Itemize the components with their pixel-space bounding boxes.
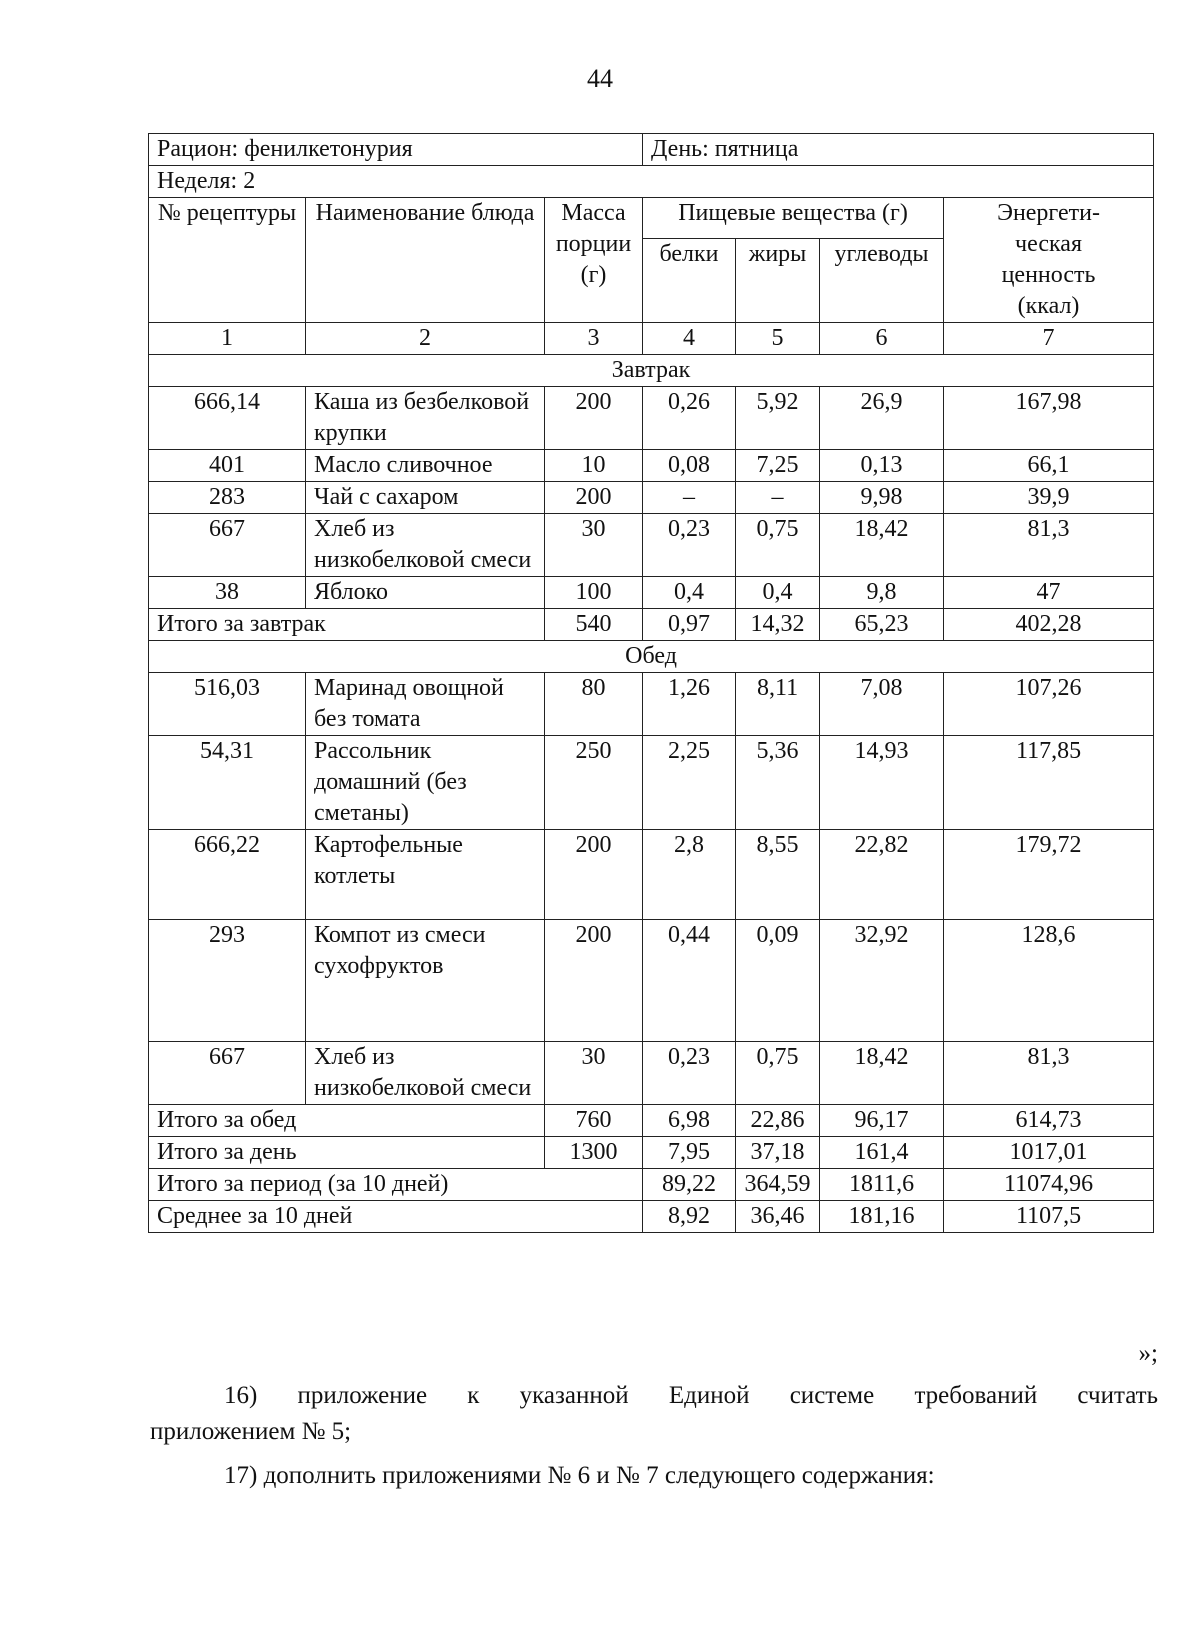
cell-fats: 364,59 [736,1169,820,1201]
day-label: День: пятница [643,134,1154,166]
cell-dish-name: Рассольник домашний (без сметаны) [306,736,545,830]
table-row [149,1042,1154,1105]
col-energy-line: Энергети- [997,200,1100,226]
cell-energy: 47 [944,577,1154,609]
cell-dish-name: Масло сливочное [306,450,545,482]
header-row-week [149,166,1154,198]
paragraph-17: 17) дополнить приложениями № 6 и № 7 следующего содержания: [224,1462,935,1489]
cell-mass: 250 [545,736,643,830]
cell-recipe-no: 38 [149,577,306,609]
cell-proteins: 7,95 [643,1137,736,1169]
cell-carbs: 161,4 [820,1137,944,1169]
section-row [149,355,1154,387]
cell-proteins: – [643,482,736,514]
cell-energy: 11074,96 [944,1169,1154,1201]
total-breakfast-label: Итого за завтрак [149,609,545,641]
col-energy-line: ческая [1015,231,1082,257]
cell-proteins: 0,08 [643,450,736,482]
col-carbs: углеводы [820,239,944,323]
col-number: 2 [306,323,545,355]
cell-dish-name: Каша из безбелковой крупки [306,387,545,450]
total-lunch-label: Итого за обед [149,1105,545,1137]
cell-fats: 5,36 [736,736,820,830]
cell-mass: 540 [545,609,643,641]
cell-mass: 1300 [545,1137,643,1169]
section-breakfast-title: Завтрак [149,355,1154,387]
col-mass: Масса порции (г) [545,198,643,323]
cell-proteins: 0,23 [643,514,736,577]
cell-mass: 200 [545,920,643,1042]
cell-recipe-no: 293 [149,920,306,1042]
cell-carbs: 18,42 [820,1042,944,1105]
cell-fats: 0,75 [736,1042,820,1105]
cell-fats: 7,25 [736,450,820,482]
total-row [149,1137,1154,1169]
cell-fats: – [736,482,820,514]
cell-mass: 200 [545,830,643,920]
cell-fats: 0,75 [736,514,820,577]
cell-mass: 100 [545,577,643,609]
col-number: 3 [545,323,643,355]
cell-carbs: 1811,6 [820,1169,944,1201]
closing-quote-mark: »; [1138,1340,1158,1367]
cell-carbs: 7,08 [820,673,944,736]
cell-recipe-no: 666,22 [149,830,306,920]
cell-energy: 39,9 [944,482,1154,514]
col-energy-line: (ккал) [1017,293,1080,319]
total-day-label: Итого за день [149,1137,545,1169]
cell-dish-name: Чай с сахаром [306,482,545,514]
total-row [149,1169,1154,1201]
cell-mass: 10 [545,450,643,482]
cell-fats: 37,18 [736,1137,820,1169]
cell-mass: 200 [545,482,643,514]
cell-recipe-no: 401 [149,450,306,482]
col-energy-line: ценность [1001,262,1096,288]
table-row [149,482,1154,514]
cell-dish-name: Хлеб из низкобелковой смеси [306,1042,545,1105]
cell-fats: 36,46 [736,1201,820,1233]
table-row [149,577,1154,609]
cell-energy: 1017,01 [944,1137,1154,1169]
col-proteins: белки [643,239,736,323]
total-row [149,1201,1154,1233]
col-fats: жиры [736,239,820,323]
cell-recipe-no: 667 [149,1042,306,1105]
cell-energy: 179,72 [944,830,1154,920]
header-row-ration [149,134,1154,166]
cell-dish-name: Маринад овощной без томата [306,673,545,736]
cell-fats: 0,4 [736,577,820,609]
section-lunch-title: Обед [149,641,1154,673]
cell-mass: 30 [545,1042,643,1105]
cell-energy: 1107,5 [944,1201,1154,1233]
cell-mass: 200 [545,387,643,450]
col-number: 1 [149,323,306,355]
page-number: 44 [587,64,613,93]
col-dish-name: Наименование блюда [306,198,545,323]
cell-recipe-no: 667 [149,514,306,577]
cell-carbs: 22,82 [820,830,944,920]
cell-proteins: 89,22 [643,1169,736,1201]
table-row [149,736,1154,830]
section-row [149,641,1154,673]
total-row [149,1105,1154,1137]
cell-energy: 402,28 [944,609,1154,641]
column-number-row [149,323,1154,355]
cell-carbs: 18,42 [820,514,944,577]
cell-dish-name: Компот из смеси сухофруктов [306,920,545,1042]
cell-carbs: 14,93 [820,736,944,830]
cell-dish-name: Яблоко [306,577,545,609]
cell-proteins: 1,26 [643,673,736,736]
cell-dish-name: Хлеб из низкобелковой смеси [306,514,545,577]
col-nutrients: Пищевые вещества (г) [643,198,944,239]
cell-energy: 81,3 [944,1042,1154,1105]
cell-fats: 5,92 [736,387,820,450]
ration-table [148,133,1154,1233]
cell-carbs: 9,98 [820,482,944,514]
paragraph-16-line-2: приложением № 5; [150,1418,352,1445]
table-row [149,830,1154,920]
cell-proteins: 6,98 [643,1105,736,1137]
table-row [149,673,1154,736]
cell-carbs: 32,92 [820,920,944,1042]
cell-carbs: 96,17 [820,1105,944,1137]
cell-recipe-no: 516,03 [149,673,306,736]
cell-proteins: 2,8 [643,830,736,920]
col-number: 7 [944,323,1154,355]
cell-proteins: 0,44 [643,920,736,1042]
cell-carbs: 9,8 [820,577,944,609]
cell-proteins: 2,25 [643,736,736,830]
cell-fats: 0,09 [736,920,820,1042]
cell-mass: 760 [545,1105,643,1137]
cell-carbs: 0,13 [820,450,944,482]
week-label: Неделя: 2 [149,166,1154,198]
cell-fats: 14,32 [736,609,820,641]
cell-energy: 66,1 [944,450,1154,482]
cell-carbs: 26,9 [820,387,944,450]
cell-proteins: 8,92 [643,1201,736,1233]
cell-carbs: 65,23 [820,609,944,641]
col-energy [944,198,1154,323]
col-recipe-no: № рецептуры [149,198,306,323]
cell-energy: 81,3 [944,514,1154,577]
average-label: Среднее за 10 дней [149,1201,643,1233]
table-row [149,920,1154,1042]
cell-carbs: 181,16 [820,1201,944,1233]
cell-fats: 8,55 [736,830,820,920]
ration-label: Рацион: фенилкетонурия [149,134,643,166]
col-number: 5 [736,323,820,355]
table-row [149,387,1154,450]
cell-recipe-no: 666,14 [149,387,306,450]
col-number: 6 [820,323,944,355]
paragraph-16-line-1: 16) приложение к указанной Единой системе требований считать [224,1382,1158,1409]
cell-energy: 107,26 [944,673,1154,736]
total-period-label: Итого за период (за 10 дней) [149,1169,643,1201]
cell-recipe-no: 283 [149,482,306,514]
cell-mass: 80 [545,673,643,736]
cell-energy: 117,85 [944,736,1154,830]
col-number: 4 [643,323,736,355]
cell-recipe-no: 54,31 [149,736,306,830]
cell-energy: 128,6 [944,920,1154,1042]
cell-proteins: 0,4 [643,577,736,609]
table-row [149,514,1154,577]
cell-proteins: 0,23 [643,1042,736,1105]
table-row [149,450,1154,482]
cell-dish-name: Картофельные котлеты [306,830,545,920]
total-row [149,609,1154,641]
cell-fats: 8,11 [736,673,820,736]
cell-fats: 22,86 [736,1105,820,1137]
cell-energy: 167,98 [944,387,1154,450]
cell-proteins: 0,97 [643,609,736,641]
cell-mass: 30 [545,514,643,577]
cell-proteins: 0,26 [643,387,736,450]
cell-energy: 614,73 [944,1105,1154,1137]
column-header-row [149,198,1154,239]
